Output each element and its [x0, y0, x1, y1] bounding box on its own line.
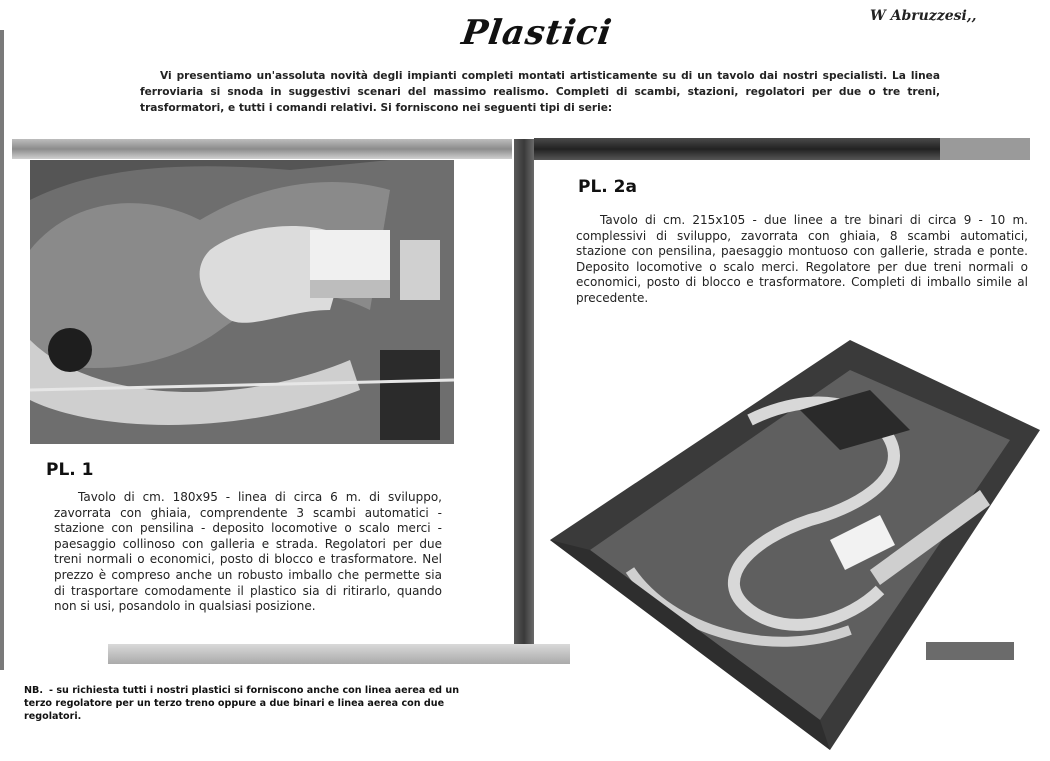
pl1-description: Tavolo di cm. 180x95 - linea di circa 6 m. di sviluppo, zavorrata con ghiaia, comprendente 3 scambi automatici - stazione con pensilina - deposito locomotive o scalo merci - paesaggio collinoso con galleria e strada. Regolatori per due treni normali o economici, posto di blocco e trasformatore. Nel prezzo è compreso anche un robusto imballo che permette sia di trasportare comodamente il plastico sia di ritirarlo, quando non si usi, posandolo in qualsiasi posizione.	[54, 490, 442, 614]
top-right-band	[534, 138, 1030, 160]
bottom-band	[108, 644, 570, 664]
bottom-right-band	[926, 642, 1014, 660]
pl2a-description: Tavolo di cm. 215x105 - due linee a tre binari di circa 9 - 10 m. complessivi di sviluppo, zavorrata con ghiaia, 8 scambi automatici, stazione con pensilina, paesaggio montuoso con gallerie, strada e ponte. Deposito locomotive o scalo merci. Regolatore per due treni normali o economici, posto di blocco e trasformatore. Completi di imballo simile al precedente.	[576, 213, 1028, 305]
footnote-text: - su richiesta tutti i nostri plastici si forniscono anche con linea aerea ed un terzo regolatore per un terzo treno oppure a due binari e linea aerea con due regolatori.	[24, 685, 460, 722]
footnote	[24, 684, 484, 723]
page-left-edge	[0, 30, 4, 670]
page-title: Plastici	[459, 13, 615, 53]
footnote-label: NB.	[24, 685, 43, 696]
pl2a-layout-photo	[550, 340, 1040, 750]
center-divider	[514, 139, 534, 645]
top-left-band	[12, 139, 512, 159]
corner-running-head: W Abruzzesi,,	[870, 8, 977, 24]
pl2a-heading: PL. 2a	[578, 177, 637, 197]
intro-paragraph: Vi presentiamo un'assoluta novità degli impianti completi montati artisticamente su di un tavolo dai nostri specialisti. La linea ferroviaria si snoda in suggestivi scenari del massimo realismo. Completi di scambi, stazioni, regolatori per due o tre treni, trasformatori, e tutti i comandi relativi. Si forniscono nei seguenti tipi di serie:	[140, 70, 940, 114]
pl1-heading: PL. 1	[46, 460, 94, 480]
pl1-layout-photo	[30, 160, 454, 444]
